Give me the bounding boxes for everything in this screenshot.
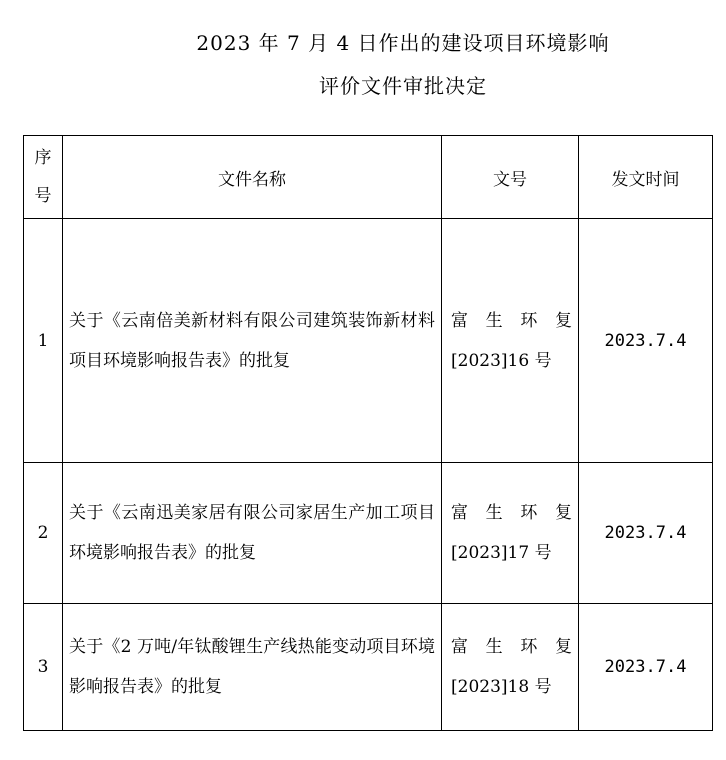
table-row xyxy=(24,604,713,731)
table-header-row xyxy=(24,136,713,219)
row-issue-date: 2023.7.4 xyxy=(579,219,713,463)
doc-prefix-char: 复 xyxy=(554,503,572,523)
doc-prefix-char: 富 xyxy=(451,503,468,523)
row-issue-date: 2023.7.4 xyxy=(579,463,713,604)
doc-prefix-char: 环 xyxy=(520,310,538,331)
header-file-name: 文件名称 xyxy=(63,136,442,219)
doc-prefix-char: 环 xyxy=(520,637,538,657)
table-row xyxy=(24,219,713,463)
doc-number: [2023]16 号 xyxy=(451,350,552,371)
row-doc-number xyxy=(442,604,579,731)
doc-prefix xyxy=(451,301,572,341)
header-seq-part2: 号 xyxy=(34,186,52,206)
doc-prefix-char: 富 xyxy=(451,310,468,331)
doc-prefix-char: 生 xyxy=(485,310,503,331)
row-doc-number xyxy=(442,219,579,463)
row-issue-date: 2023.7.4 xyxy=(579,604,713,731)
doc-prefix xyxy=(451,627,572,667)
header-issue-date: 发文时间 xyxy=(579,136,713,219)
row-file-name: 关于《2 万吨/年钛酸锂生产线热能变动项目环境影响报告表》的批复 xyxy=(63,604,442,731)
doc-number: [2023]18 号 xyxy=(451,677,552,697)
doc-prefix-char: 复 xyxy=(554,637,572,657)
document-title-line-2: 评价文件审批决定 xyxy=(319,74,487,98)
document-title-line-1: 2023 年 7 月 4 日作出的建设项目环境影响 xyxy=(196,31,610,55)
row-seq: 3 xyxy=(24,604,63,731)
doc-prefix-char: 环 xyxy=(520,503,538,523)
doc-prefix-char: 生 xyxy=(485,637,503,657)
header-doc-number: 文号 xyxy=(442,136,579,219)
row-seq: 2 xyxy=(24,463,63,604)
row-seq: 1 xyxy=(24,219,63,463)
doc-prefix-char: 富 xyxy=(451,637,468,657)
header-seq xyxy=(24,136,63,219)
doc-number: [2023]17 号 xyxy=(451,543,552,563)
header-seq-part1: 序 xyxy=(34,148,52,168)
doc-prefix-char: 复 xyxy=(554,310,572,331)
approval-table xyxy=(23,135,713,731)
doc-prefix xyxy=(451,493,572,533)
row-doc-number xyxy=(442,463,579,604)
row-file-name: 关于《云南倍美新材料有限公司建筑装饰新材料项目环境影响报告表》的批复 xyxy=(63,219,442,463)
row-file-name: 关于《云南迅美家居有限公司家居生产加工项目环境影响报告表》的批复 xyxy=(63,463,442,604)
table-row xyxy=(24,463,713,604)
doc-prefix-char: 生 xyxy=(485,503,503,523)
